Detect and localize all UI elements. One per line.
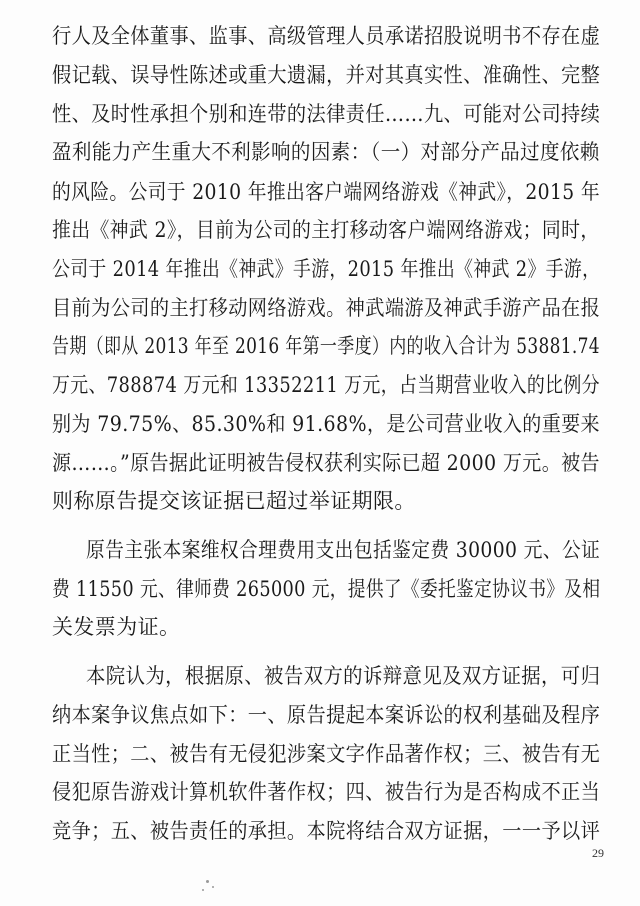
text-line-3: 性、及时性承担个别和连带的法律责任……九、可能对公司持续 [52,102,601,126]
paragraph-3-line-1: 本院认为，根据原、被告双方的诉辩意见及双方证据，可归 [86,664,601,688]
paragraph-3-line-5: 竞争；五、被告责任的承担。本院将结合双方证据，一一予以评 [52,819,601,843]
text-line-11: 别为 79.75%、85.30%和 91.68%，是公司营业收入的重要来 [52,412,600,436]
paragraph-3-line-4: 侵犯原告游戏计算机软件著作权；四、被告行为是否构成不正当 [52,780,601,804]
text-line-12: 源……。”原告据此证明被告侵权获利实际已超 2000 万元。被告 [52,451,600,475]
text-line-7: 公司于 2014 年推出《神武》手游，2015 年推出《神武 2》手游， [52,257,601,281]
paragraph-3-line-2: 纳本案争议焦点如下：一、原告提起本案诉讼的权利基础及程序 [52,703,601,727]
text-line-4: 盈利能力产生重大不利影响的因素：（一）对部分产品过度依赖 [52,140,600,164]
text-line-1: 行人及全体董事、监事、高级管理人员承诺招股说明书不存在虚 [52,24,601,48]
text-line-6: 推出《神武 2》，目前为公司的主打移动客户端网络游戏；同时， [52,218,600,242]
text-line-9: 告期（即从 2013 年至 2016 年第一季度）内的收入合计为 53881.74 [52,334,600,358]
page-number: 29 [592,846,604,860]
text-line-8: 目前为公司的主打移动网络游戏。神武端游及神武手游产品在报 [52,296,601,320]
paragraph-2-line-3: 关发票为证。 [52,615,181,639]
text-line-13: 则称原告提交该证据已超过举证期限。 [52,489,416,513]
paragraph-2-line-2: 费 11550 元、律师费 265000 元，提供了《委托鉴定协议书》及相 [52,577,601,601]
text-line-2: 假记载、误导性陈述或重大遗漏，并对其真实性、准确性、完整 [52,63,601,87]
text-line-5: 的风险。公司于 2010 年推出客户端网络游戏《神武》，2015 年 [52,180,601,204]
paragraph-3-line-3: 正当性；二、被告有无侵犯涉案文字作品著作权；三、被告有无 [52,742,601,766]
scan-speck [212,886,214,888]
text-line-10: 万元、788874 万元和 13352211 万元，占当期营业收入的比例分 [52,373,600,397]
scan-speck [206,880,209,883]
scan-speck [202,889,204,891]
paragraph-2-line-1: 原告主张本案维权合理费用支出包括鉴定费 30000 元、公证 [86,538,601,562]
